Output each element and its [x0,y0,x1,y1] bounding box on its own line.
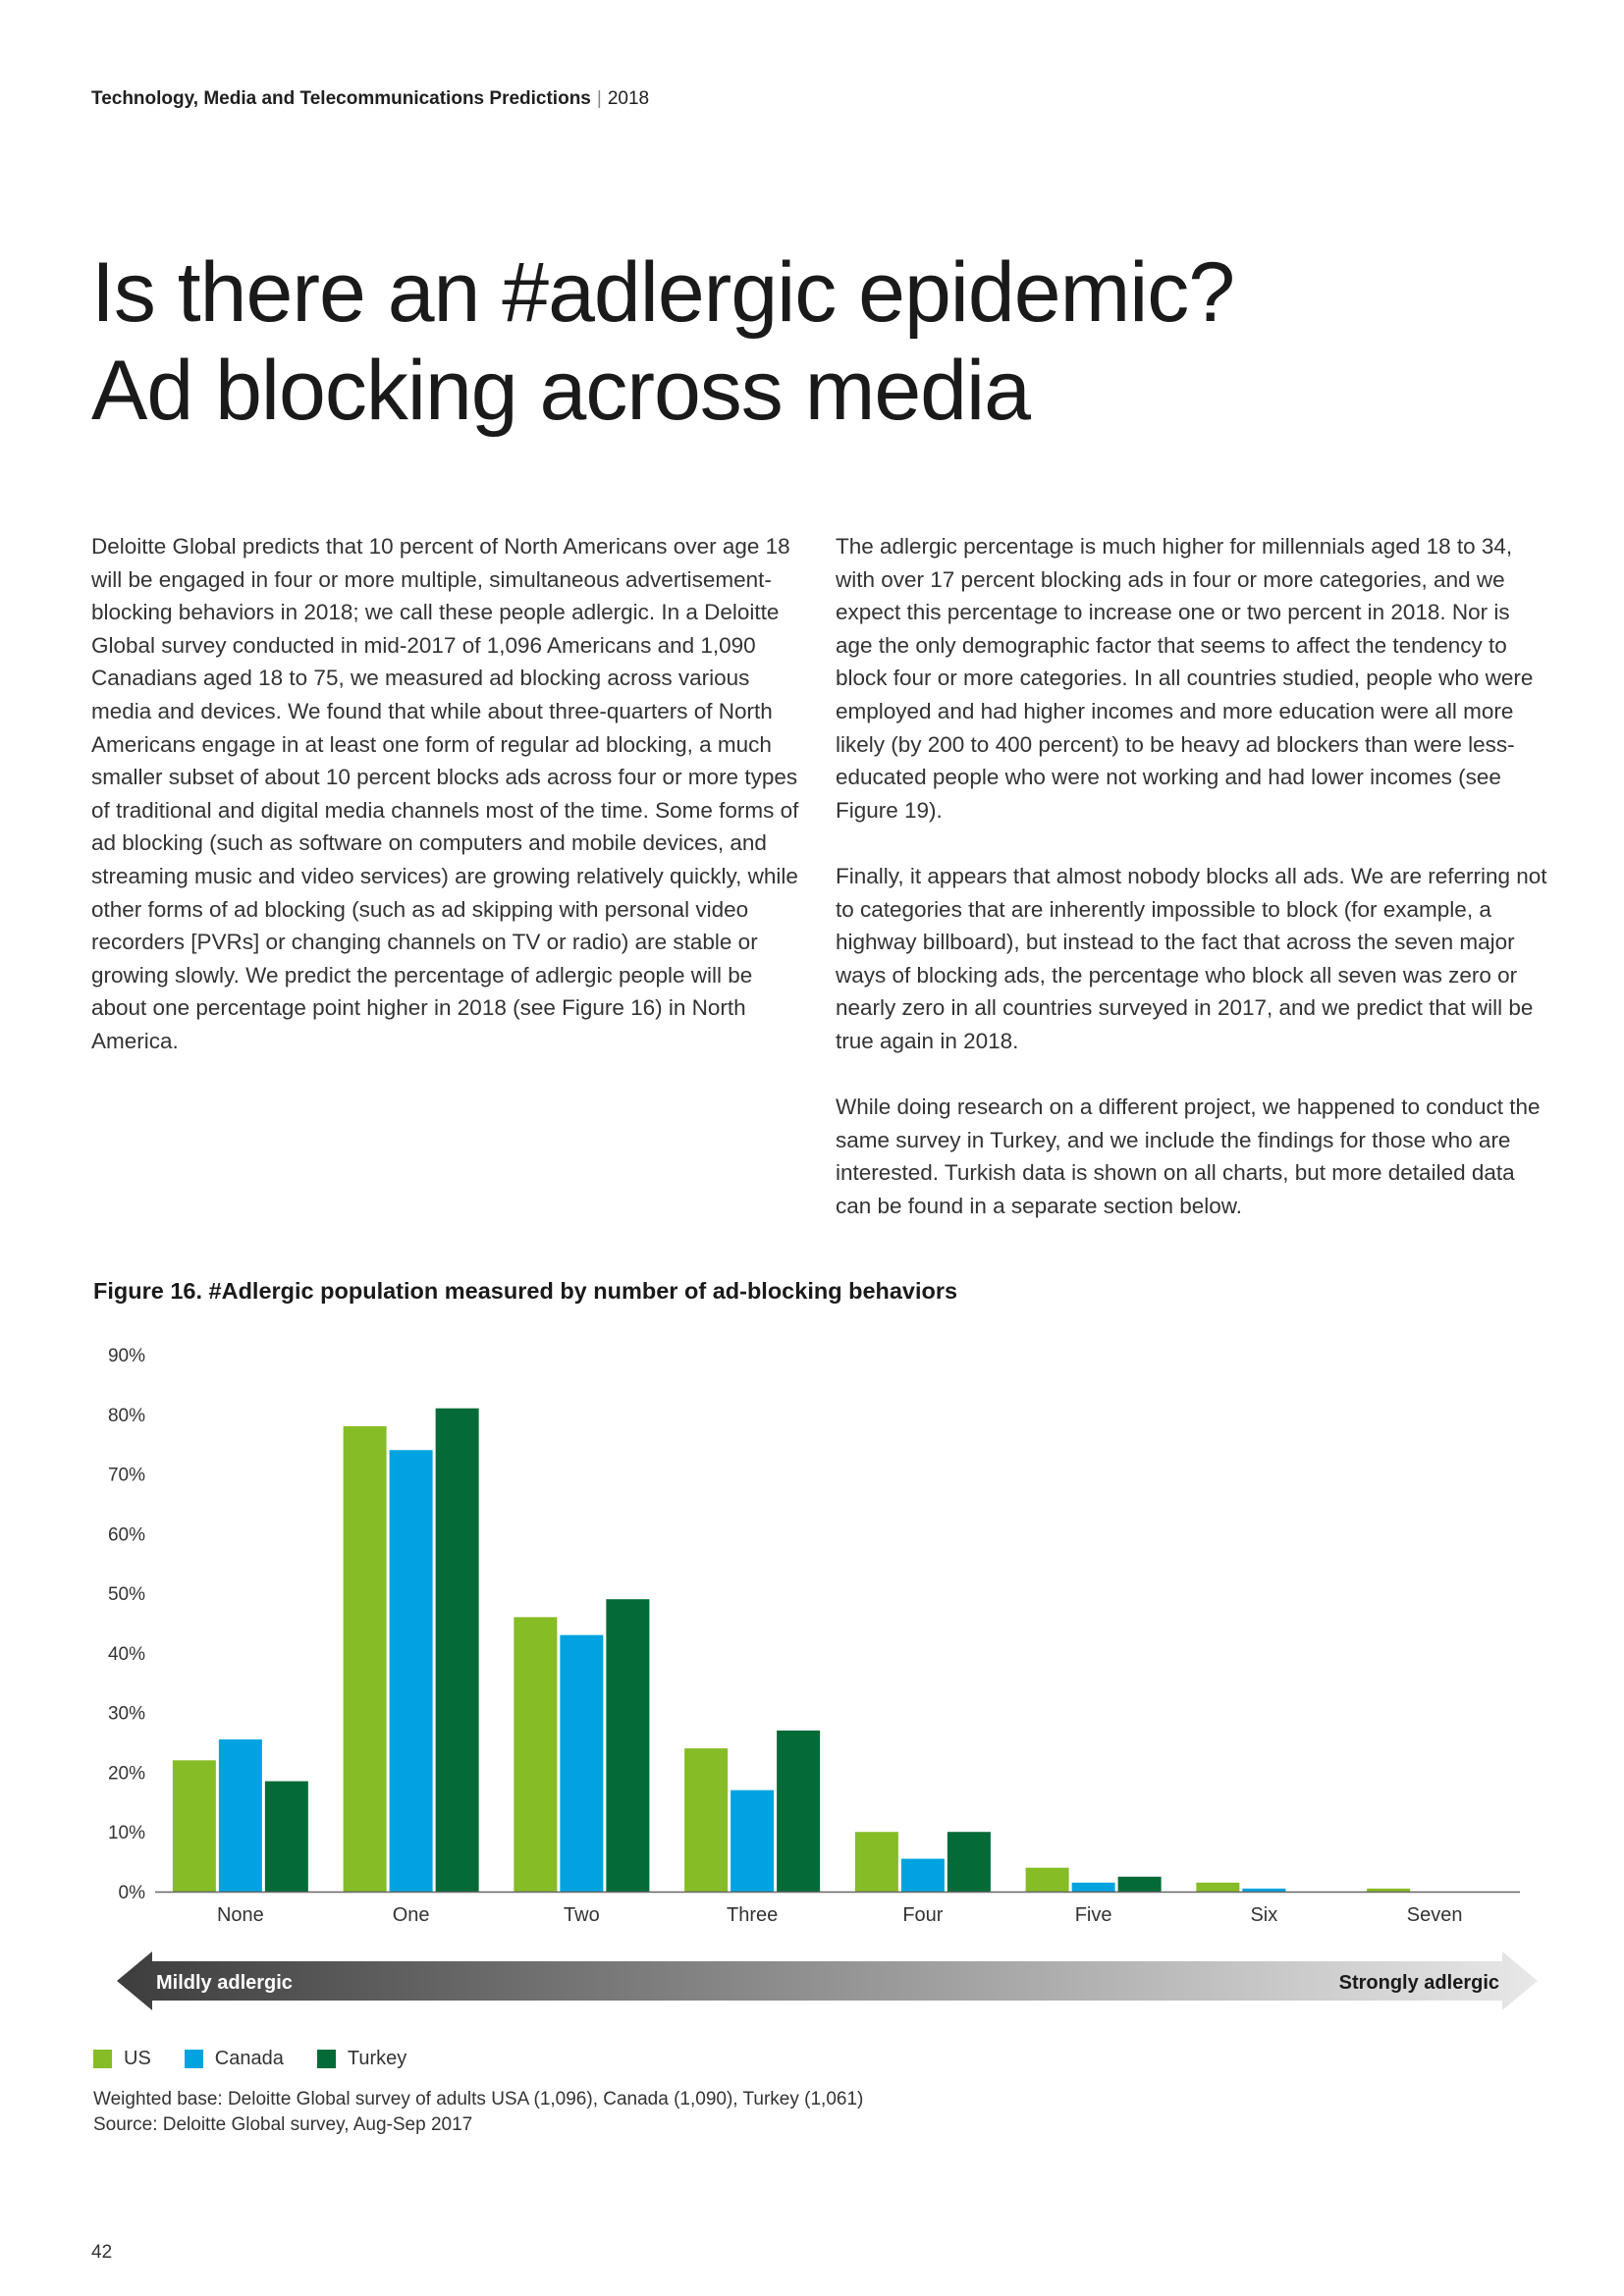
bar-canada-four [901,1859,945,1892]
y-tick-label: 0% [118,1883,145,1903]
bar-us-six [1196,1883,1239,1892]
x-tick-label: None [216,1904,264,1926]
scale-label-strong: Strongly adlergic [1338,1972,1499,1994]
legend-item-turkey [317,2048,406,2070]
weighted-base-note: Weighted base: Deloitte Global survey of adults USA (1,096), Canada (1,090), Turkey (1,061) [93,2089,864,2109]
bar-canada-none [219,1739,262,1892]
x-tick-label: Six [1250,1904,1278,1926]
legend-swatch-us [93,2050,112,2068]
legend-label-turkey: Turkey [347,2048,407,2069]
bar-canada-three [731,1790,774,1892]
x-tick-label: Seven [1406,1904,1463,1926]
y-tick-label: 70% [107,1465,145,1486]
body-paragraph: Finally, it appears that almost nobody blocks all ads. We are referring not to categories that are inherently impossible to block (for example, a highway billboard), but instead to the fact that across the seven major ways of blocking ads, the percentage who block all seven was zero or nearly zero in all countries surveyed in 2017, and we predict that will be true again in 2018. [836,863,1547,1053]
legend-item-canada [185,2048,284,2070]
y-tick-label: 50% [107,1584,145,1606]
bar-turkey-three [777,1731,820,1892]
scale-label-mild: Mildly adlergic [156,1972,293,1994]
legend-label-canada: Canada [214,2048,284,2069]
bar-canada-six [1242,1889,1285,1892]
y-axis [108,1346,145,1903]
bar-canada-five [1072,1883,1115,1892]
figure-title: Figure 16. #Adlergic population measured by number of ad-blocking behaviors [93,1278,958,1304]
bar-turkey-one [436,1409,479,1892]
page-title [91,243,1234,440]
x-axis [155,1893,1520,1927]
body-column-right [836,530,1550,1255]
legend-swatch-turkey [317,2050,336,2068]
bar-us-two [514,1617,557,1892]
y-tick-label: 20% [107,1763,145,1785]
body-paragraph: While doing research on a different project, we happened to conduct the same survey in Turkey, and we include the findings for those who are interested. Turkish data is shown on all charts, but more detailed data can be found in a separate section below. [836,1095,1541,1218]
y-tick-label: 40% [107,1643,145,1665]
header-separator: | [596,88,602,109]
scale-arrow [117,1951,1538,2010]
bar-turkey-none [265,1782,308,1892]
x-tick-label: Three [727,1904,779,1926]
x-tick-label: Five [1074,1904,1112,1926]
bar-us-four [855,1832,898,1892]
bar-us-three [684,1748,728,1892]
bar-turkey-two [606,1599,649,1892]
title-line-2: Ad blocking across media [91,344,1030,438]
y-tick-label: 60% [107,1524,145,1546]
y-tick-label: 10% [107,1823,145,1844]
bar-us-seven [1367,1889,1410,1892]
bar-us-none [173,1760,216,1892]
bar-canada-two [560,1635,603,1892]
bar-turkey-four [947,1832,991,1892]
x-tick-label: Four [902,1904,944,1926]
publication-name: Technology, Media and Telecommunications Predictions [91,88,591,109]
x-tick-label: One [392,1904,430,1926]
legend-label-us: US [124,2048,151,2069]
bar-chart [0,1315,1624,2032]
running-header [91,88,649,110]
publication-year: 2018 [607,88,650,109]
legend-item-us [93,2048,151,2070]
y-tick-label: 90% [107,1346,145,1366]
page-number: 42 [91,2242,113,2263]
bar-turkey-five [1118,1877,1162,1892]
y-tick-label: 30% [107,1703,145,1725]
adlergic-scale [117,1951,1538,2010]
chart-legend [93,2048,406,2070]
bars [173,1409,1410,1892]
body-column-left [91,530,806,1091]
source-note: Source: Deloitte Global survey, Aug-Sep 2017 [93,2114,473,2135]
x-tick-label: Two [564,1904,600,1926]
title-line-1: Is there an #adlergic epidemic? [91,245,1235,340]
body-paragraph: Deloitte Global predicts that 10 percent of North Americans over age 18 will be engaged in four or more multiple, simultaneous advertisement-blocking behaviors in 2018; we call these people adlergic. In a Deloitte Global survey conducted in mid-2017 of 1,096 Americans and 1,090 Canadians aged 18 to 75, we measured ad blocking across various media and devices. We found that while about three-quarters of North Americans engage in at least one form of regular ad blocking, a much smaller subset of about 10 percent blocks ads across four or more types of traditional and digital media channels most of the time. Some forms of ad blocking (such as software on computers and mobile devices, and streaming music and video services) are growing relatively quickly, while other forms of ad blocking (such as ad skipping with personal video recorders [PVRs] or changing channels on TV or radio) are stable or growing slowly. We predict the percentage of adlergic people will be about one percentage point higher in 2018 (see Figure 16) in North America. [91,534,799,1053]
bar-canada-one [390,1450,433,1892]
bar-us-one [344,1426,387,1892]
body-paragraph: The adlergic percentage is much higher for millennials aged 18 to 34, with over 17 percent blocking ads in four or more categories, and we expect this percentage to increase one or two percent in 2018. Nor is age the only demographic factor that seems to affect the tendency to block four or more categories. In all countries studied, people who were employed and had higher incomes and more education were all more likely (by 200 to 400 percent) to be heavy ad blockers than were less-educated people who were not working and had lower incomes (see Figure 19). [836,534,1534,823]
y-tick-label: 80% [107,1405,145,1426]
legend-swatch-canada [185,2050,203,2068]
bar-us-five [1026,1868,1069,1892]
